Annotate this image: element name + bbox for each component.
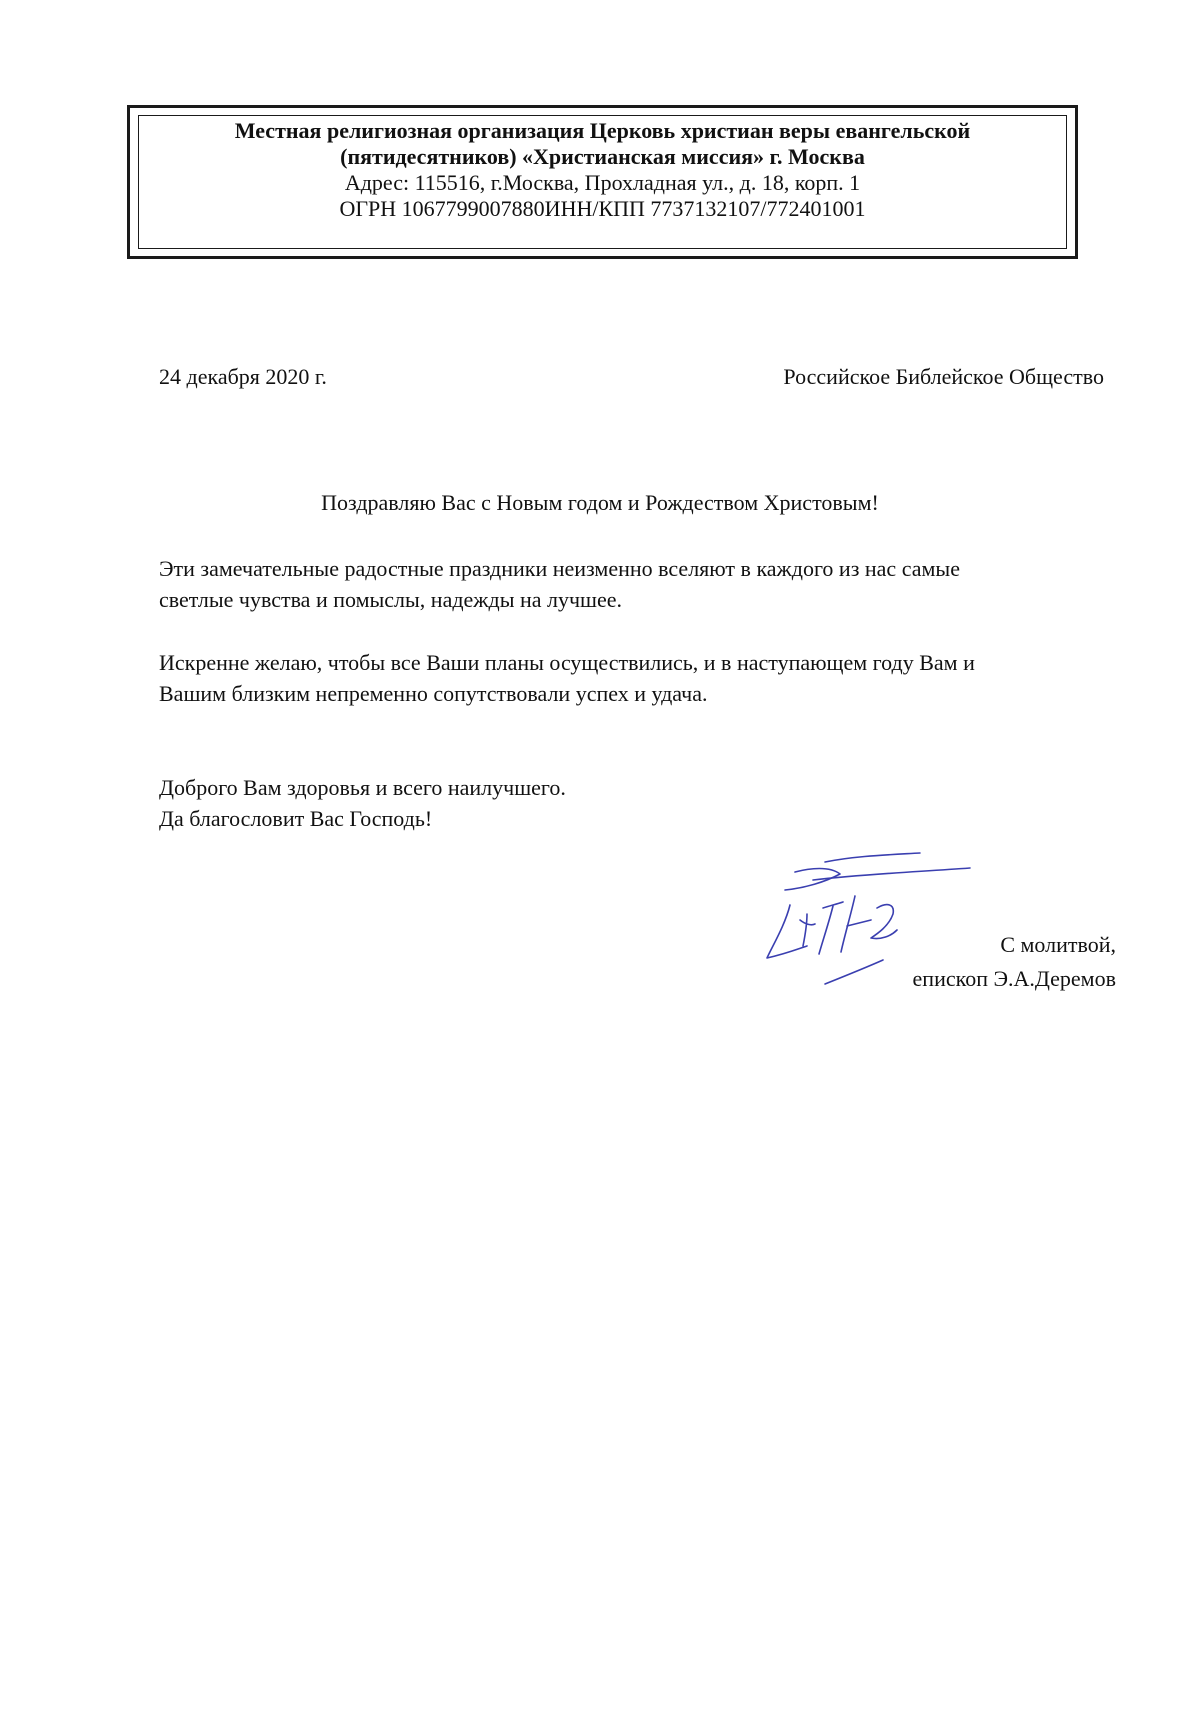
paragraph-wishes-plans <box>159 647 975 709</box>
paragraph-line: Вашим близким непременно сопутствовали успех и удача. <box>159 681 708 706</box>
organization-address: Адрес: 115516, г.Москва, Прохладная ул., д. 18, корп. 1 <box>344 170 861 195</box>
paragraph-line: Да благословит Вас Господь! <box>159 806 433 831</box>
paragraph-wishes-holidays <box>159 553 960 615</box>
organization-registration: ОГРН 1067799007880ИНН/КПП 7737132107/772401001 <box>339 196 866 221</box>
paragraph-blessing <box>159 772 566 834</box>
paragraph-line: светлые чувства и помыслы, надежды на лучшее. <box>159 587 623 612</box>
paragraph-line: Доброго Вам здоровья и всего наилучшего. <box>159 775 566 800</box>
paragraph-line: Эти замечательные радостные праздники неизменно вселяют в каждого из нас самые <box>159 556 960 581</box>
letterhead-frame <box>127 105 1078 259</box>
organization-name-line-2: (пятидесятников) «Христианская миссия» г. Москва <box>340 144 865 169</box>
organization-name-line-1: Местная религиозная организация Церковь христиан веры евангельской <box>234 118 971 143</box>
signer-name: епископ Э.А.Деремов <box>912 966 1116 991</box>
letter-date: 24 декабря 2020 г. <box>159 364 327 389</box>
paragraph-line: Искренне желаю, чтобы все Ваши планы осуществились, и в наступающем году Вам и <box>159 650 975 675</box>
closing-phrase: С молитвой, <box>1000 932 1116 957</box>
letter-greeting: Поздравляю Вас с Новым годом и Рождеством Христовым! <box>321 490 879 515</box>
letterhead-inner-frame <box>138 115 1067 249</box>
signature-block <box>913 928 1116 996</box>
letter-recipient: Российское Библейское Общество <box>783 364 1104 389</box>
